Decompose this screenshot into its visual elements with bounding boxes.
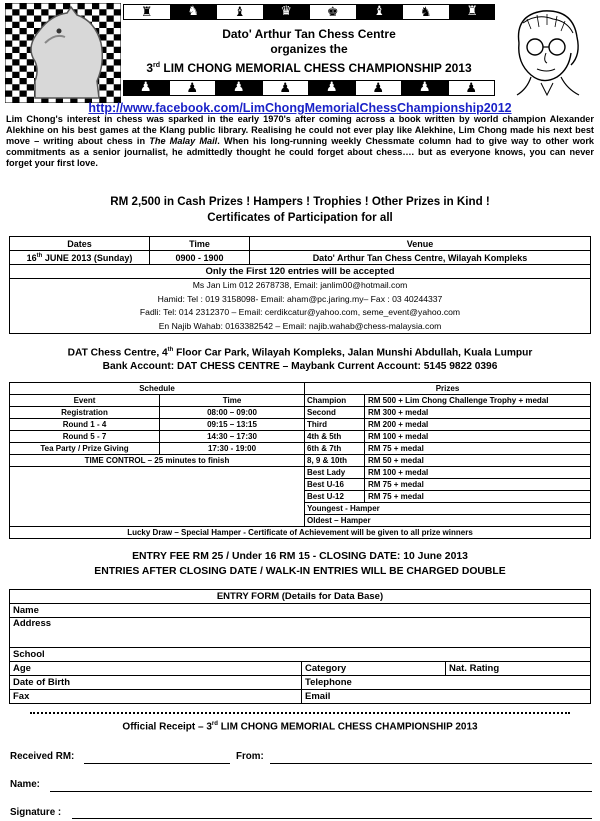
schedule-header-time: Time	[160, 395, 305, 407]
prize-place: 8, 9 & 10th	[305, 455, 365, 467]
chess-pawn-icon: ♟	[355, 80, 403, 96]
contacts-cell	[10, 279, 591, 334]
schedule-time: 08:00 – 09:00	[160, 407, 305, 419]
entry-form-table	[9, 589, 591, 704]
chess-bishop-icon: ♝	[216, 4, 264, 20]
contact-line: Ms Jan Lim 012 2678738, Email: janlim00@hotmail.com	[192, 280, 408, 290]
chess-bishop-icon: ♝	[357, 4, 403, 20]
fax-field[interactable]	[10, 690, 302, 704]
receipt-name-field[interactable]	[50, 791, 592, 792]
facebook-link[interactable]: http://www.facebook.com/LimChongMemorialChessChampionship2012	[88, 101, 512, 115]
event-date: 16th JUNE 2013 (Sunday)	[10, 251, 150, 265]
prize-place: Second	[305, 407, 365, 419]
name-field[interactable]	[10, 604, 591, 618]
chess-pawn-icon: ♟	[169, 80, 217, 96]
prize-value: RM 200 + medal	[365, 419, 591, 431]
entry-limit: Only the First 120 entries will be accepted	[10, 265, 591, 279]
schedule-blank-area	[10, 467, 305, 527]
prize-place: Best U-16	[305, 479, 365, 491]
prize-value: RM 75 + medal	[365, 443, 591, 455]
prizes-title: Prizes	[305, 383, 591, 395]
contact-line: Hamid: Tel : 019 3158098- Email: aham@pc.jaring.my– Fax : 03 40244337	[157, 293, 443, 304]
entry-form-title: ENTRY FORM (Details for Data Base)	[10, 590, 591, 604]
table-header-time: Time	[150, 237, 250, 251]
chess-pawn-icon: ♟	[448, 80, 496, 96]
venue-address: DAT Chess Centre, 4th Floor Car Park, Wilayah Kompleks, Jalan Munshi Abdullah, Kuala Lumpur	[67, 347, 533, 359]
received-rm-field[interactable]	[84, 763, 230, 764]
dob-label: Date of Birth	[13, 677, 70, 688]
prize-value: RM 500 + Lim Chong Challenge Trophy + medal	[365, 395, 591, 407]
chess-rook-icon: ♜	[123, 4, 171, 20]
chess-pawn-icon: ♟	[309, 80, 355, 96]
chess-knight-icon: ♞	[171, 4, 217, 20]
prize-place: Best Lady	[305, 467, 365, 479]
prize-oldest: Oldest – Hamper	[305, 515, 591, 527]
prize-value: RM 50 + medal	[365, 455, 591, 467]
intro-paragraph: Lim Chong's interest in chess was sparked in the early 1970's after coming across a book written by world champion Alexander Alekhine on his best games at the Klang public library. Realising he could not ever play like Alekhine, Lim Chong made his next best move – writing about chess in The Malay Mail. When his long-running weekly Chessmate column had to give way to other work commitments as a senior journalist, he admittedly thought he could forget about chess…. but as everyone knows, you can never forget your first love.	[6, 114, 595, 169]
prize-value: RM 100 + medal	[365, 467, 591, 479]
schedule-time: 17:30 - 19:00	[160, 443, 305, 455]
chess-king-icon: ♚	[309, 4, 357, 20]
prize-value: RM 300 + medal	[365, 407, 591, 419]
name-label: Name	[13, 605, 39, 616]
prize-place: Champion	[305, 395, 365, 407]
cut-line-divider	[30, 712, 570, 714]
fax-label: Fax	[13, 691, 30, 702]
school-label: School	[13, 649, 45, 660]
bottom-chess-pawns-row	[123, 80, 495, 96]
prize-value: RM 100 + medal	[365, 431, 591, 443]
schedule-time: 14:30 – 17:30	[160, 431, 305, 443]
prize-place: Best U-12	[305, 491, 365, 503]
schedule-time: 09:15 – 13:15	[160, 419, 305, 431]
schedule-prizes-table	[9, 382, 591, 539]
telephone-label: Telephone	[305, 677, 352, 688]
prize-place: 6th & 7th	[305, 443, 365, 455]
organizer-name: Dato' Arthur Tan Chess Centre	[222, 27, 396, 41]
nat-rating-label: Nat. Rating	[449, 663, 500, 674]
schedule-event: Round 1 - 4	[10, 419, 160, 431]
lim-chong-portrait-sketch	[497, 3, 593, 98]
entry-fee-line: ENTRY FEE RM 25 / Under 16 RM 15 - CLOSING DATE: 10 June 2013	[132, 551, 468, 562]
prizes-headline: RM 2,500 in Cash Prizes ! Hampers ! Trophies ! Other Prizes in Kind !	[110, 195, 490, 208]
email-label: Email	[305, 691, 331, 702]
address-field[interactable]	[10, 618, 591, 648]
schedule-event: Tea Party / Prize Giving	[10, 443, 160, 455]
prize-value: RM 75 + medal	[365, 491, 591, 503]
chess-pawn-icon: ♟	[262, 80, 310, 96]
school-field[interactable]	[10, 648, 591, 662]
bank-account: Bank Account: DAT CHESS CENTRE – Maybank Current Account: 5145 9822 0396	[102, 361, 498, 372]
prize-place: Third	[305, 419, 365, 431]
from-label: From:	[236, 751, 264, 762]
age-label: Age	[13, 663, 31, 674]
age-field[interactable]	[10, 662, 302, 676]
email-field[interactable]	[302, 690, 591, 704]
schedule-event: Round 5 - 7	[10, 431, 160, 443]
late-entry-line: ENTRIES AFTER CLOSING DATE / WALK-IN ENTRIES WILL BE CHARGED DOUBLE	[94, 566, 506, 577]
address-label: Address	[13, 618, 52, 629]
schedule-title: Schedule	[10, 383, 305, 395]
chess-rook-icon: ♜	[450, 4, 496, 20]
chess-board-knight-logo	[5, 3, 121, 103]
prize-value: RM 75 + medal	[365, 479, 591, 491]
signature-label: Signature :	[10, 807, 62, 818]
table-header-venue: Venue	[250, 237, 591, 251]
table-header-dates: Dates	[10, 237, 150, 251]
lucky-draw-note: Lucky Draw – Special Hamper - Certificate of Achievement will be given to all prize winners	[10, 527, 591, 539]
chess-pawn-icon: ♟	[402, 80, 448, 96]
schedule-event: Registration	[10, 407, 160, 419]
event-title: 3rd LIM CHONG MEMORIAL CHESS CHAMPIONSHIP 2013	[146, 61, 472, 75]
from-field[interactable]	[270, 763, 592, 764]
time-control: TIME CONTROL – 25 minutes to finish	[10, 455, 305, 467]
contact-line: En Najib Wahab: 0163382542 – Email: najib.wahab@chess-malaysia.com	[158, 320, 442, 331]
contact-line: Fadli: Tel: 014 2312370 – Email: cerdikcatur@yahoo.com, seme_event@yahoo.com	[139, 307, 461, 317]
signature-field[interactable]	[72, 818, 592, 819]
top-chess-pieces-row	[123, 4, 495, 20]
organizer-subline: organizes the	[270, 42, 348, 56]
event-venue: Dato' Arthur Tan Chess Centre, Wilayah Kompleks	[250, 251, 591, 265]
received-rm-label: Received RM:	[10, 751, 75, 762]
dob-field[interactable]	[10, 676, 302, 690]
category-label: Category	[305, 663, 347, 674]
nat-rating-field[interactable]	[446, 662, 591, 676]
chess-knight-icon: ♞	[402, 4, 450, 20]
schedule-header-event: Event	[10, 395, 160, 407]
category-field[interactable]	[302, 662, 446, 676]
chess-queen-icon: ♛	[264, 4, 310, 20]
event-time: 0900 - 1900	[150, 251, 250, 265]
chess-pawn-icon: ♟	[216, 80, 262, 96]
chess-pawn-icon: ♟	[123, 80, 169, 96]
prize-place: 4th & 5th	[305, 431, 365, 443]
receipt-title: Official Receipt – 3rd LIM CHONG MEMORIAL CHESS CHAMPIONSHIP 2013	[122, 721, 478, 733]
prize-youngest: Youngest - Hamper	[305, 503, 591, 515]
receipt-name-label: Name:	[10, 779, 40, 790]
certificates-line: Certificates of Participation for all	[207, 211, 393, 224]
event-details-table	[9, 236, 591, 334]
telephone-field[interactable]	[302, 676, 591, 690]
